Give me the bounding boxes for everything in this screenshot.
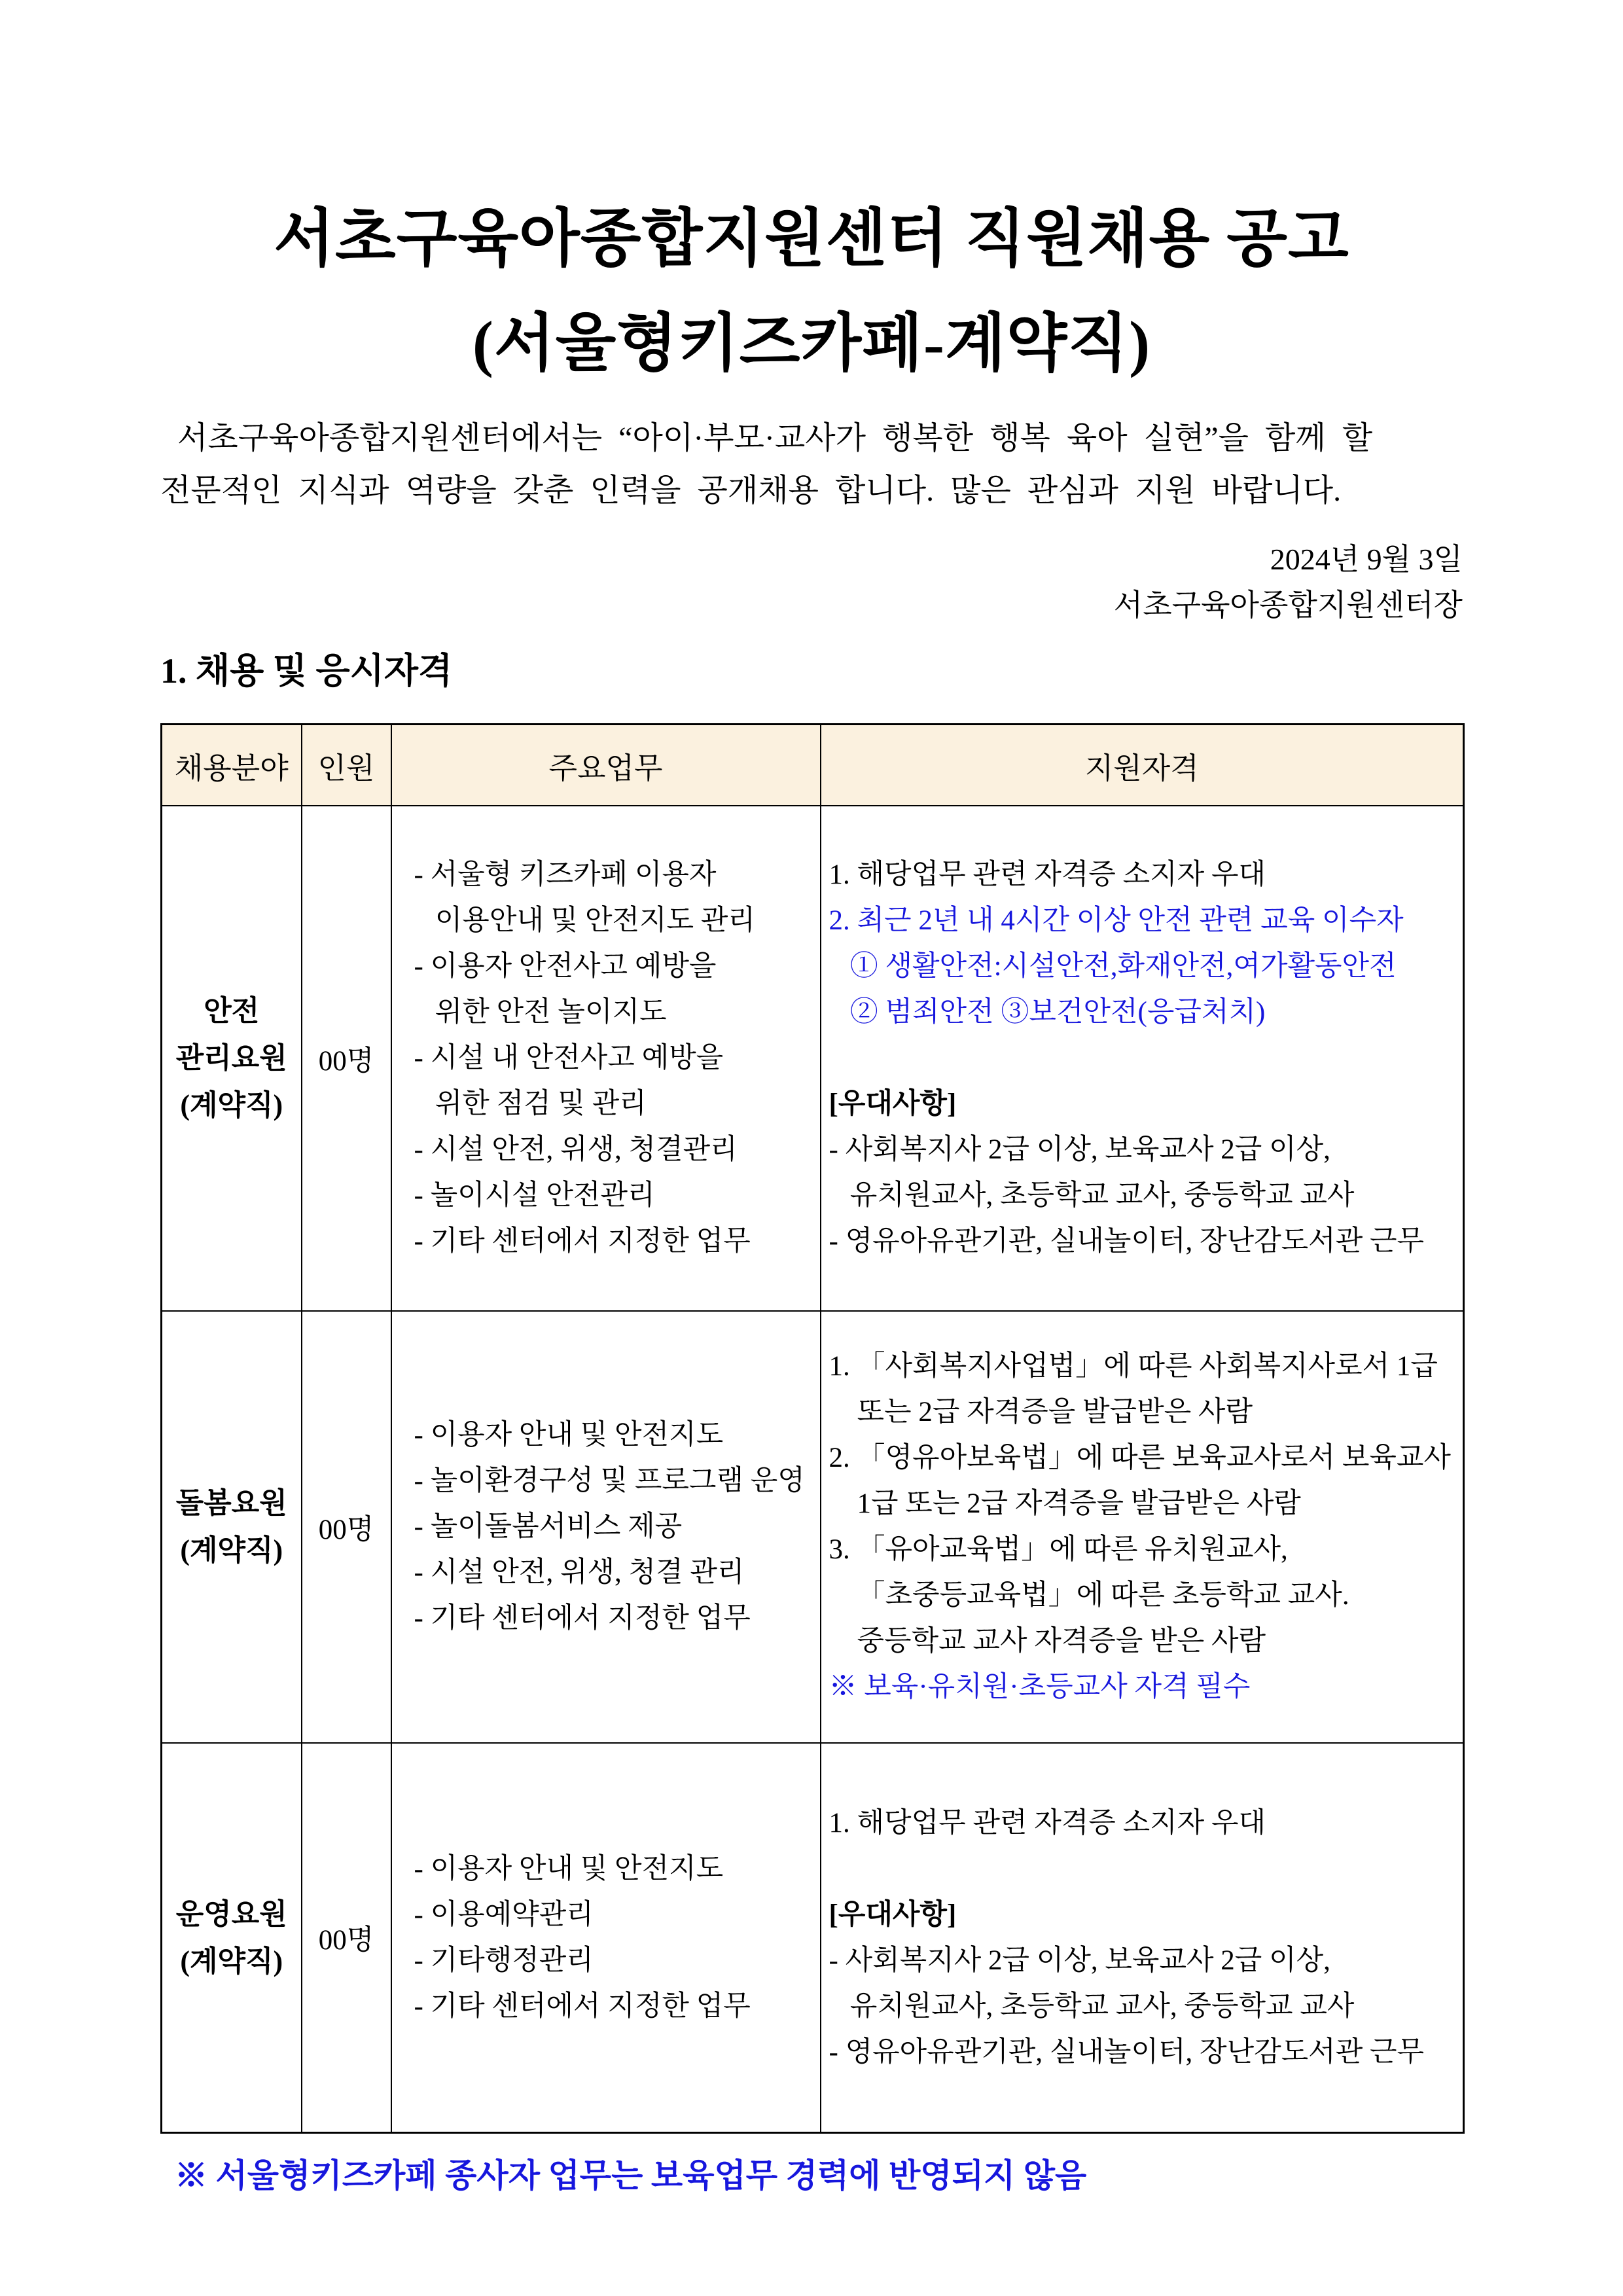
cell-headcount: 00명 [302, 1743, 391, 2132]
duty-line: 위한 점검 및 관리 [414, 1088, 647, 1120]
qualification-line: 1. 해당업무 관련 자격증 소지자 우대 [829, 1807, 1266, 1839]
header-duties: 주요업무 [391, 724, 821, 806]
intro-line-2: 전문적인 지식과 역량을 갖춘 인력을 공개채용 합니다. 많은 관심과 지원 바랍니다. [160, 473, 1342, 508]
footnote: ※ 서울형키즈카페 종사자 업무는 보육업무 경력에 반영되지 않음 [175, 2157, 1087, 2194]
cell-headcount: 00명 [302, 806, 391, 1311]
duty-line: - 시설 안전, 위생, 청결 관리 [414, 1557, 745, 1588]
date-block [160, 537, 1463, 628]
qualification-line: ① 생활안전:시설안전,화재안전,여가활동안전 [829, 951, 1397, 982]
qualification-line [821, 1846, 1463, 1892]
field-line: (계약직) [180, 1534, 283, 1567]
duty-line: 위한 안전 놀이지도 [414, 997, 667, 1028]
duty-line: - 기타행정관리 [414, 1945, 594, 1976]
cell-duties [391, 806, 821, 1311]
qualification-line: ※ 보육·유치원·초등교사 자격 필수 [829, 1672, 1251, 1703]
field-line: 안전 [204, 995, 260, 1028]
cell-qualifications [821, 1311, 1464, 1743]
qualification-line: 1. 「사회복지사업법」에 따른 사회복지사로서 1급 [829, 1351, 1438, 1382]
table-body [162, 806, 1464, 2132]
qualification-line: 「초중등교육법」에 따른 초등학교 교사. [829, 1580, 1349, 1611]
duty-line: - 놀이환경구성 및 프로그램 운영 [414, 1465, 805, 1497]
field-line: 운영요원 [175, 1897, 287, 1930]
duty-line: - 이용자 안전사고 예방을 [414, 951, 717, 982]
announcement-date: 2024년 9월 3일 [1270, 543, 1463, 576]
document-page [160, 0, 1463, 2199]
intro-line-1: 서초구육아종합지원센터에서는 “아이·부모·교사가 행복한 행복 육아 실현”을 함께 할 [177, 421, 1373, 456]
qualification-line: 유치원교사, 초등학교 교사, 중등학교 교사 [829, 1180, 1355, 1211]
duty-line: 이용안내 및 안전지도 관리 [414, 905, 755, 937]
qualification-line: 3. 「유아교육법」에 따른 유치원교사, [829, 1534, 1288, 1566]
cell-qualifications [821, 1743, 1464, 2132]
qualification-line: 1급 또는 2급 자격증을 발급받은 사람 [829, 1488, 1301, 1520]
title-line-2: (서울형키즈카페-계약직) [472, 308, 1151, 378]
table-row [162, 1743, 1464, 2132]
field-line: 돌봄요원 [175, 1487, 287, 1520]
header-qualifications: 지원자격 [821, 724, 1464, 806]
intro-paragraph [160, 412, 1463, 517]
field-line: (계약직) [180, 1089, 283, 1122]
field-line: (계약직) [180, 1945, 283, 1977]
cell-recruit-field [162, 806, 302, 1311]
duty-line: - 기타 센터에서 지정한 업무 [414, 1990, 751, 2022]
field-line: 관리요원 [175, 1042, 287, 1075]
duty-line: - 시설 내 안전사고 예방을 [414, 1043, 724, 1074]
qualification-line: 유치원교사, 초등학교 교사, 중등학교 교사 [829, 1990, 1355, 2022]
cell-duties [391, 1311, 821, 1743]
qualification-line: 2. 「영유아보육법」에 따른 보육교사로서 보육교사 [829, 1443, 1451, 1474]
duty-line: - 놀이돌봄서비스 제공 [414, 1511, 683, 1543]
qualification-line: [우대사항] [829, 1088, 957, 1120]
duty-line: - 놀이시설 안전관리 [414, 1180, 655, 1211]
header-count: 인원 [302, 724, 391, 806]
qualification-line: - 사회복지사 2급 이상, 보육교사 2급 이상, [829, 1945, 1330, 1976]
section-heading: 1. 채용 및 응시자격 [160, 651, 453, 691]
duty-line: - 서울형 키즈카페 이용자 [414, 859, 717, 891]
qualification-line [821, 1035, 1463, 1081]
cell-qualifications [821, 806, 1464, 1311]
qualification-line: 또는 2급 자격증을 발급받은 사람 [829, 1397, 1253, 1428]
qualification-line: - 영유아유관기관, 실내놀이터, 장난감도서관 근무 [829, 1226, 1425, 1257]
table-row [162, 806, 1464, 1311]
qualification-line: 2. 최근 2년 내 4시간 이상 안전 관련 교육 이수자 [829, 905, 1404, 937]
cell-recruit-field [162, 1311, 302, 1743]
cell-duties [391, 1743, 821, 2132]
duty-line: - 이용예약관리 [414, 1899, 594, 1930]
document-title [160, 0, 1463, 396]
qualification-line: - 영유아유관기관, 실내놀이터, 장난감도서관 근무 [829, 2036, 1425, 2068]
table-row [162, 1311, 1464, 1743]
qualification-line: 중등학교 교사 자격증을 받은 사람 [829, 1626, 1266, 1657]
duty-line: - 기타 센터에서 지정한 업무 [414, 1603, 751, 1634]
qualification-line: - 사회복지사 2급 이상, 보육교사 2급 이상, [829, 1134, 1330, 1166]
cell-headcount: 00명 [302, 1311, 391, 1743]
recruitment-table [160, 723, 1465, 2134]
duty-line: - 이용자 안내 및 안전지도 [414, 1853, 724, 1884]
duty-line: - 기타 센터에서 지정한 업무 [414, 1226, 751, 1257]
signer: 서초구육아종합지원센터장 [1113, 588, 1463, 622]
qualification-line: [우대사항] [829, 1899, 957, 1930]
title-line-1: 서초구육아종합지원센터 직원채용 공고 [274, 204, 1349, 274]
qualification-line: ② 범죄안전 ③보건안전(응급처치) [829, 997, 1266, 1028]
duty-line: - 이용자 안내 및 안전지도 [414, 1420, 724, 1451]
header-field: 채용분야 [162, 724, 302, 806]
table-header-row [162, 724, 1464, 806]
cell-recruit-field [162, 1743, 302, 2132]
duty-line: - 시설 안전, 위생, 청결관리 [414, 1134, 738, 1166]
qualification-line: 1. 해당업무 관련 자격증 소지자 우대 [829, 859, 1266, 891]
